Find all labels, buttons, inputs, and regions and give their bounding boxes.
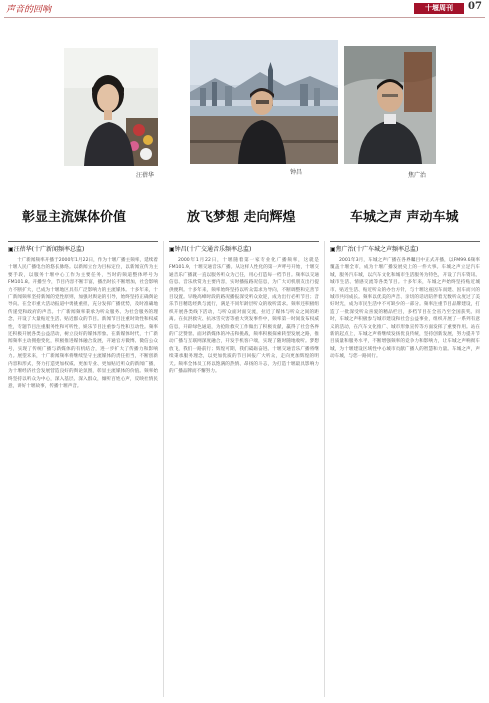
portrait-photo-3 — [344, 46, 436, 164]
photo-caption-2: 钟昌 — [290, 169, 303, 176]
headline-1: 彰显主流媒体价值 — [22, 210, 127, 225]
headline-3: 车城之声 声动车城 — [350, 210, 459, 225]
portrait-photo-2 — [190, 40, 338, 164]
article-column-2 — [169, 241, 319, 697]
byline-2-text: 钟昌(十广交通音乐频率总监) — [174, 246, 252, 253]
portrait-photo-1 — [64, 48, 158, 166]
article-column-1 — [8, 241, 158, 697]
byline-3-text: 焦广治(十广车城之声频率总监) — [335, 246, 419, 253]
column-divider-1 — [163, 241, 164, 697]
header-divider — [4, 17, 485, 18]
page-header — [0, 0, 489, 18]
article-body-2: 2000年1月22日，十堰随着第一家专业化广播频率，这就是FM101.9，十堰交通音乐广播。从这样人性化的第一声呼号开始，十堰交通音乐广播就一直以服务听众为己任，用心打造每一档节目。频率以交通信息、音乐欣赏为主要内容，实时播报路况信息，为广大司机朋友出行提供便利。十多年来，频率始终坚持以听众需求为导向，不断调整和完善节目设置。早晚高峰时段的路况播报深受听众欢迎，成为出行必听节目；音乐节目精选经典与流行，满足不同年龄层听众的收听需求。频率还积极组织开展各类线下活动，与听众面对面交流，拉近了媒体与听众之间的距离。在抗洪救灾、抗冰雪灾害等重大突发事件中，频率第一时间发布权威信息，开辟绿色通道，为抢险救灾工作做出了积极贡献，赢得了社会各界的广泛赞誉。面对新媒体的冲击和挑战，频率积极探索转型发展之路，推动广播与互联网深度融合，开发手机客户端，实现了随时随地收听。梦想放飞，我们一路前行；辉煌可期，我们砥砺奋进。十堰交通音乐广播将继续秉承服务理念，以更加优质的节目回报广大听众，走向更加辉煌的明天。频率全体员工将以饱满的热情、昂扬的斗志，为打造十堰最具影响力的广播品牌而不懈努力。 — [169, 258, 319, 375]
headline-2: 放飞梦想 走向辉煌 — [187, 210, 296, 225]
section-title: 声音的回响 — [6, 5, 52, 15]
magazine-logo: 十堰周刊 — [414, 3, 464, 14]
byline-1-text: 汪蓓华(十广新闻频率总监) — [13, 246, 85, 253]
photo-caption-3: 焦广治 — [408, 172, 427, 179]
article-body-1: 十广新闻频率开播于2000年1月22日，作为十堰广播主频率，延续着十堰人民广播电台的悠长脉络。以新闻立台为目标定位，以新闻宣传为主要手段，以服务十堰中心工作为主要任务，当时的频道整体呼号为FM101.8。开播至今，节目内容不断丰富，播出时长不断增加，社会影响力不断扩大，已成为十堰地区具有广泛影响力的主流媒体。十多年来，十广新闻频率坚持新闻的党性原则，加强对舆论的引导，始终坚持正确舆论导向。在全市重大活动报道中勇挑重担，充分发挥广播优势，及时准确地传递党和政府的声音。十广新闻频率秉承为听众服务、为社会服务的理念，开设了大量贴近生活、贴近群众的节目。新闻节目注重时效性和权威性，专题节目注重服务性和可听性，娱乐节目注重参与性和互动性。频率还积极开展各类公益活动，树立良好的媒体形象。在新媒体时代，十广新闻频率主动拥抱变化，积极推进媒体融合发展，开通官方微博、微信公众号，实现了传统广播与新媒体的有机结合，进一步扩大了传播力和影响力。展望未来，十广新闻频率将继续坚守主流媒体的责任担当，不断创新内容和形式，努力打造更加权威、更加专业、更加贴近听众的新闻广播，为十堰经济社会发展营造良好的舆论氛围，彰显主流媒体的价值。频率始终坚持以听众为中心，深入基层、深入群众，倾听百姓心声，反映社情民意，讲好十堰故事，传播十堰声音。 — [8, 258, 158, 389]
byline-3: ▣焦广治(十广车城之声频率总监) — [330, 241, 480, 253]
column-divider-2 — [324, 241, 325, 697]
page-number: 07 — [468, 1, 482, 12]
byline-2: ▣钟昌(十广交通音乐频率总监) — [169, 241, 319, 253]
article-body-3: 2001年3月，车城之声广播在各界瞩目中正式开播，以FM99.6频率覆盖十堰全市，成为十堰广播发展史上的一件大事。车城之声立足汽车城，服务汽车城，以汽车文化和城市生活服务为特色，开设了汽车资讯、城市生活、情感交流等各类节目。十多年来，车城之声始终坚持贴近城市、贴近生活、贴近听众的办台方针，与十堰这座因车而建、因车而兴的城市共同成长。频率以优美的声音、亲切的话语陪伴着无数听众度过了美好时光，成为市民生活中不可缺少的一部分。频率注重节目品牌建设，打造了一批深受听众喜爱的精品栏目，多档节目在全省乃至全国获奖。同时，车城之声积极参与城市建设和社会公益事业，组织开展了一系列有意义的活动，在汽车文化推广、城市形象宣传等方面发挥了重要作用。站在新的起点上，车城之声将继续发扬优良传统，坚持创新发展，努力提升节目质量和服务水平，不断增强频率的竞争力和影响力，让车城之声响彻车城，为十堰建设区域性中心城市贡献广播人的智慧和力量。车城之声，声动车城，与您一路同行。 — [330, 258, 480, 360]
byline-1: ▣汪蓓华(十广新闻频率总监) — [8, 241, 158, 253]
photo-caption-1: 汪蓓华 — [136, 172, 155, 179]
article-column-3 — [330, 241, 480, 697]
